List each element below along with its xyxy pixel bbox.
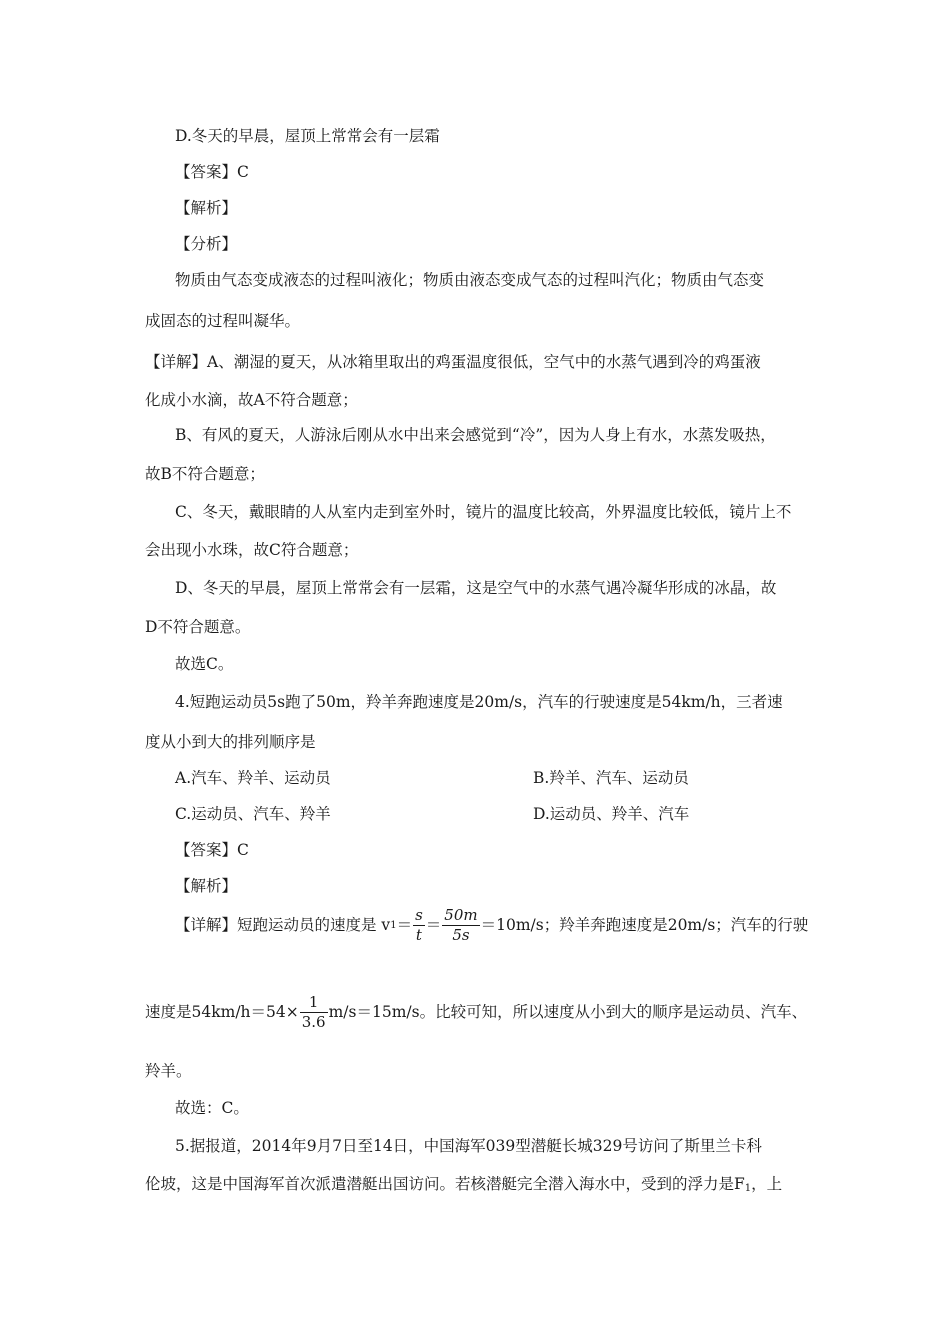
paragraph-line: 【详解】A、潮湿的夏天，从冰箱里取出的鸡蛋温度很低，空气中的水蒸气遇到冷的鸡蛋液 bbox=[145, 353, 761, 371]
formula-text: 【详解】短跑运动员的速度是 v bbox=[175, 915, 391, 934]
answer-label: 【答案】C bbox=[175, 841, 249, 859]
paragraph-line: 化成小水滴，故A不符合题意； bbox=[145, 391, 358, 409]
fraction-50m-over-5s bbox=[442, 908, 479, 943]
fraction-s-over-t bbox=[413, 908, 425, 943]
question-5-text bbox=[145, 1177, 782, 1194]
breakdown-label: 【分析】 bbox=[175, 235, 238, 253]
option-a: A.汽车、羚羊、运动员 bbox=[175, 769, 331, 787]
fraction-denominator: 5s bbox=[452, 926, 470, 944]
paragraph-line: 成固态的过程叫凝华。 bbox=[145, 312, 301, 330]
conclusion-line: 故选C。 bbox=[175, 655, 234, 673]
paragraph-line: 羚羊。 bbox=[145, 1062, 192, 1080]
subscript: 1 bbox=[390, 919, 397, 931]
formula-text: 伦坡，这是中国海军首次派遣潜艇出国访问。若核潜艇完全潜入海水中，受到的浮力是F bbox=[145, 1175, 745, 1193]
formula-text: ，上 bbox=[751, 1175, 783, 1193]
conclusion-line: 故选：C。 bbox=[175, 1099, 249, 1117]
paragraph-line: D、冬天的早晨，屋顶上常常会有一层霜，这是空气中的水蒸气遇冷凝华形成的冰晶，故 bbox=[175, 579, 777, 597]
paragraph-line: 会出现小水珠，故C符合题意； bbox=[145, 541, 359, 559]
equals-sign: ＝ bbox=[425, 915, 442, 934]
unit-conversion-line bbox=[145, 995, 807, 1030]
subscript: 1 bbox=[744, 1183, 752, 1194]
speed-formula-line bbox=[175, 908, 808, 943]
fraction-denominator: 3.6 bbox=[301, 1013, 326, 1031]
paragraph-line: D不符合题意。 bbox=[145, 618, 251, 636]
fraction-numerator: s bbox=[415, 906, 423, 924]
option-b: B.羚羊、汽车、运动员 bbox=[533, 769, 689, 787]
fraction-numerator: 1 bbox=[300, 995, 328, 1013]
option-c: C.运动员、汽车、羚羊 bbox=[175, 805, 331, 823]
fraction-1-over-3-6 bbox=[300, 995, 328, 1030]
question-4-text: 度从小到大的排列顺序是 bbox=[145, 733, 316, 751]
analysis-label: 【解析】 bbox=[175, 877, 238, 895]
formula-text: 速度是54km/h＝54× bbox=[145, 1002, 299, 1021]
analysis-label: 【解析】 bbox=[175, 199, 238, 217]
formula-text: m/s＝15m/s。比较可知，所以速度从小到大的顺序是运动员、汽车、 bbox=[328, 1002, 808, 1021]
fraction-numerator: 50m bbox=[444, 906, 478, 924]
fraction-denominator: t bbox=[415, 926, 422, 944]
paragraph-line: C、冬天，戴眼睛的人从室内走到室外时，镜片的温度比较高，外界温度比较低，镜片上不 bbox=[175, 503, 792, 521]
option-d-text: D.冬天的早晨，屋顶上常常会有一层霜 bbox=[175, 127, 440, 145]
paragraph-line: 物质由气态变成液态的过程叫液化；物质由液态变成气态的过程叫汽化；物质由气态变 bbox=[175, 271, 765, 289]
option-d: D.运动员、羚羊、汽车 bbox=[533, 805, 690, 823]
paragraph-line: 故B不符合题意； bbox=[145, 465, 265, 483]
paragraph-line: B、有风的夏天，人游泳后刚从水中出来会感觉到“冷”，因为人身上有水，水蒸发吸热， bbox=[175, 426, 776, 444]
equals-sign: ＝ bbox=[396, 915, 413, 934]
answer-label: 【答案】C bbox=[175, 163, 249, 181]
question-4-text: 4.短跑运动员5s跑了50m，羚羊奔跑速度是20m/s，汽车的行驶速度是54km/h，三者速 bbox=[175, 693, 783, 711]
formula-text: ＝10m/s；羚羊奔跑速度是20m/s；汽车的行驶 bbox=[480, 915, 809, 934]
question-5-text: 5.据报道，2014年9月7日至14日，中国海军039型潜艇长城329号访问了斯里兰卡科 bbox=[175, 1137, 762, 1155]
